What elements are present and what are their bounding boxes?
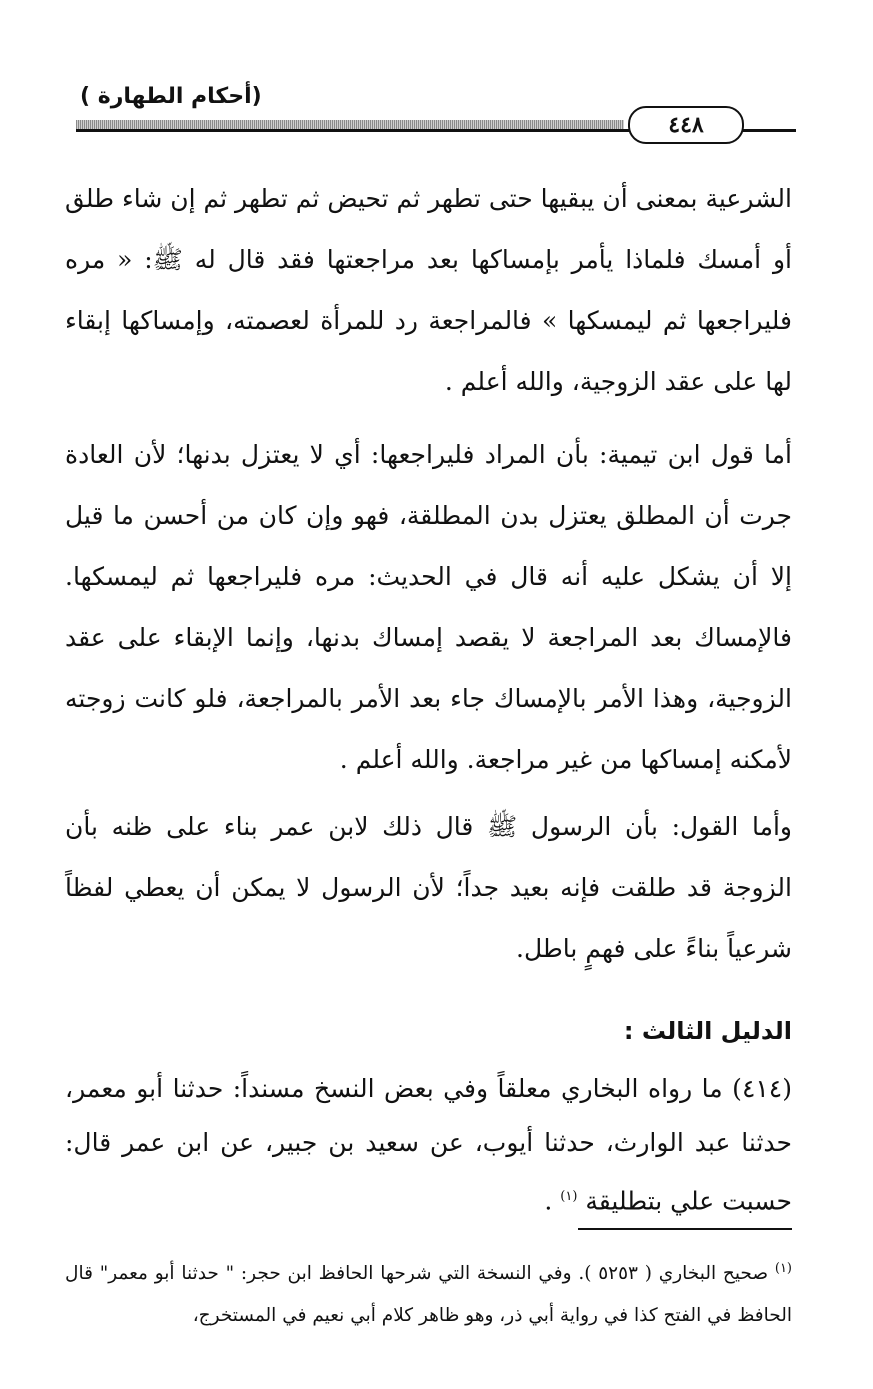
page-header xyxy=(68,78,800,148)
header-pattern-rule xyxy=(76,120,624,129)
section-heading: الدليل الثالث : xyxy=(623,1017,792,1045)
paragraph-1: الشرعية بمعنى أن يبقيها حتى تطهر ثم تحيض ثم تطهر ثم إن شاء طلق أو أمسك فلماذا يأمر بإمساكها بعد مراجعتها فقد قال له ﷺ: « مره فليراجعها ثم ليمسكها » فالمراجعة رد للمرأة لعصمته، وإمساكها إبقاء لها على عقد الزوجية، والله أعلم . xyxy=(65,184,792,396)
footnote-separator xyxy=(578,1228,792,1230)
footnote-text: صحيح البخاري ( ٥٢٥٣ ). وفي النسخة التي شرحها الحافظ ابن حجر: " حدثنا أبو معمر" قال الحافظ في الفتح كذا في رواية أبي ذر، وهو ظاهر كلام أبي نعيم في المستخرج، xyxy=(65,1263,792,1327)
page-number: ٤٤٨ xyxy=(628,106,744,144)
main-text xyxy=(65,168,792,1228)
footnote-marker: (١) xyxy=(774,1261,792,1276)
footnote-reference: (١) xyxy=(560,1189,578,1204)
hadith-end: . xyxy=(544,1186,561,1216)
hadith-paragraph xyxy=(65,1062,792,1228)
running-title: (أحكام الطهارة ) xyxy=(80,84,262,109)
hadith-text: (٤١٤) ما رواه البخاري معلقاً وفي بعض النسخ مسنداً: حدثنا أبو معمر، حدثنا عبد الوارث، حدثنا أيوب، عن سعيد بن جبير، عن ابن عمر قال: حسبت علي بتطليقة xyxy=(65,1074,792,1216)
paragraph-2: أما قول ابن تيمية: بأن المراد فليراجعها: أي لا يعتزل بدنها؛ لأن العادة جرت أن المطلق يعتزل بدن المطلقة، فهو وإن كان من أحسن ما قيل إلا أن يشكل عليه أنه قال في الحديث: مره فليراجعها ثم ليمسكها. فالإمساك بعد المراجعة لا يقصد إمساك بدنها، وإنما الإبقاء على عقد الزوجية، وهذا الأمر بالإمساك جاء بعد الأمر بالمراجعة، فلو كانت زوجته لأمكنه إمساكها من غير مراجعة. والله أعلم . xyxy=(65,440,792,774)
footnote xyxy=(65,1248,792,1337)
paragraph-3: وأما القول: بأن الرسول ﷺ قال ذلك لابن عمر بناء على ظنه بأن الزوجة قد طلقت فإنه بعيد جداً؛ لأن الرسول لا يمكن أن يعطي لفظاً شرعياً بناءً على فهمٍ باطل. xyxy=(65,812,792,963)
